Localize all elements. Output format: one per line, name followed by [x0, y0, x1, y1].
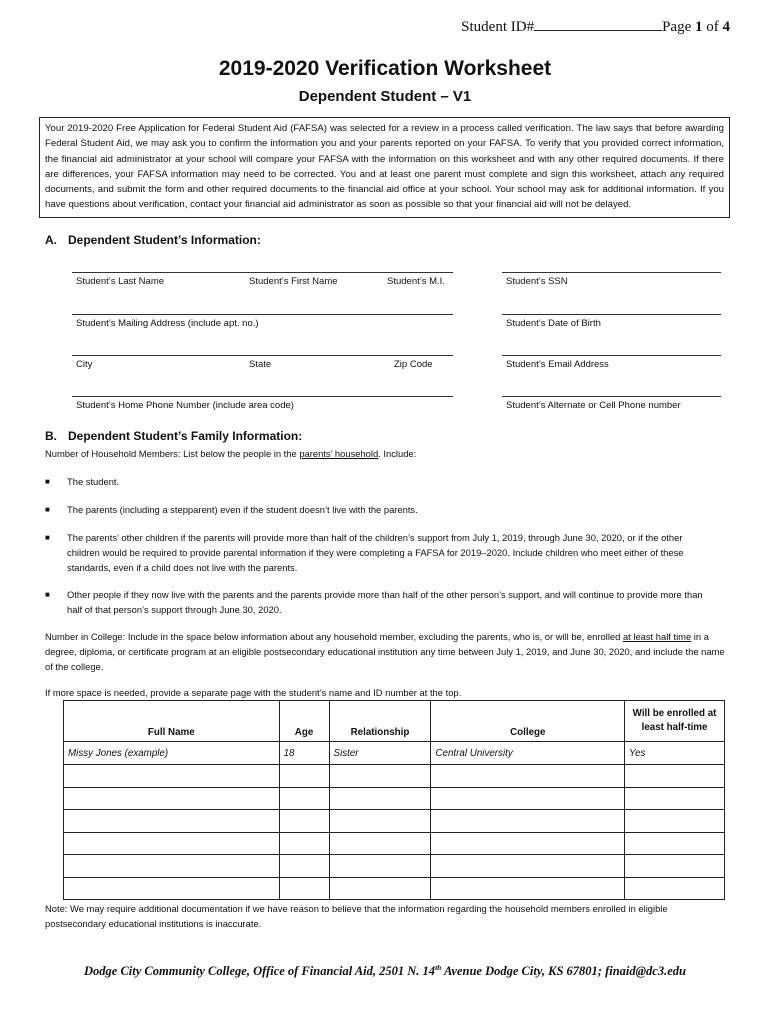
table-row [64, 832, 725, 855]
table-cell[interactable] [329, 765, 431, 788]
table-cell[interactable] [431, 877, 625, 900]
cell-college: Central University [431, 742, 625, 765]
table-row [64, 810, 725, 833]
table-cell[interactable] [431, 832, 625, 855]
page-of: of [702, 19, 723, 35]
col-college: College [431, 701, 625, 742]
intro-box: Your 2019-2020 Free Application for Federal Student Aid (FAFSA) was selected for a review in a process called verification. The law says that before awarding Federal Student Aid, we may ask you to confirm the information you and your parents reported on your FAFSA. To verify that you provided correct information, the financial aid administrator at your school will compare your FAFSA with the information on this worksheet and with any other required documents. If there are differences, your FAFSA information may need to be corrected. You and at least one parent must complete and sign this worksheet, attach any required documents, and submit the form and other required documents to the financial aid office at your school. Your school may ask for additional information. If you have questions about verification, contact your financial aid administrator as soon as possible so that your financial aid will not be delayed. [39, 117, 730, 218]
household-post: . Include: [378, 448, 417, 459]
household-members-text [45, 446, 730, 461]
table-row-example [64, 742, 725, 765]
table-cell[interactable] [625, 855, 725, 878]
page-number: 1 [695, 19, 703, 35]
mi-label: Student’s M.I. [387, 276, 445, 287]
footer-address [0, 963, 770, 979]
table-cell[interactable] [64, 832, 280, 855]
cell-age: 18 [279, 742, 329, 765]
table-cell[interactable] [431, 787, 625, 810]
bullet-square-icon: ■ [45, 590, 50, 599]
table-cell[interactable] [279, 855, 329, 878]
alt-phone-fill-line[interactable] [502, 396, 721, 397]
table-cell[interactable] [64, 810, 280, 833]
household-college-table [63, 700, 725, 900]
bullet-square-icon: ■ [45, 533, 50, 542]
city-label: City [76, 359, 93, 370]
college-pre: Number in College: Include in the space below information about any household member, excluding the parents, who is, or will be, enrolled [45, 631, 623, 642]
section-a-letter: A. [45, 233, 57, 247]
college-underlined: at least half time [622, 631, 692, 642]
bullet-text: Other people if they now live with the parents and the parents provide more than half of the other person’s support, and will continue to provide more than half of that person’s support through June 30, 2020. [67, 589, 703, 615]
table-row [64, 855, 725, 878]
college-post: in a degree, diploma, or certificate program at an eligible postsecondary educational institution any time between July 1, 2019, and June 30, 2020, and include the name of the college. [45, 631, 725, 672]
email-label: Student’s Email Address [506, 359, 609, 370]
number-in-college-text [45, 629, 730, 674]
mailing-address-label: Student’s Mailing Address (include apt. no.) [76, 318, 259, 329]
alt-phone-label: Student’s Alternate or Cell Phone number [506, 400, 681, 411]
page-subtitle: Dependent Student – V1 [298, 88, 472, 105]
ssn-fill-line[interactable] [502, 272, 721, 273]
section-a-heading [45, 233, 261, 247]
last-name-label: Student’s Last Name [76, 276, 165, 287]
table-cell[interactable] [64, 855, 280, 878]
email-fill-line[interactable] [502, 355, 721, 356]
bullet-text: The student. [67, 476, 120, 487]
cell-relationship: Sister [329, 742, 431, 765]
first-name-label: Student’s First Name [249, 276, 338, 287]
household-underlined: parents’ household [299, 448, 379, 459]
table-cell[interactable] [279, 765, 329, 788]
table-cell[interactable] [431, 765, 625, 788]
table-cell[interactable] [431, 810, 625, 833]
student-id-blank[interactable] [534, 18, 662, 31]
page-total: 4 [722, 19, 730, 35]
table-cell[interactable] [279, 877, 329, 900]
dob-label: Student’s Date of Birth [506, 318, 601, 329]
home-phone-fill-line[interactable] [72, 396, 453, 397]
table-cell[interactable] [625, 810, 725, 833]
cell-full-name: Missy Jones (example) [64, 742, 280, 765]
student-id-header [440, 18, 730, 36]
table-cell[interactable] [329, 855, 431, 878]
table-cell[interactable] [329, 877, 431, 900]
table-cell[interactable] [625, 832, 725, 855]
bullet-square-icon: ■ [45, 505, 50, 514]
table-row [64, 787, 725, 810]
table-cell[interactable] [279, 787, 329, 810]
page-prefix: Page [662, 19, 695, 35]
ssn-label: Student’s SSN [506, 276, 568, 287]
table-cell[interactable] [625, 877, 725, 900]
bullet-text: The parents’ other children if the parents will provide more than half of the children’s support from July 1, 2019, through June 30, 2020, or if the other children would be required to provide parental information if they were completing a FAFSA for 2019–2020. Include children who meet either of these standards, even if a child does not live with the parents. [67, 532, 684, 573]
footer-post: Avenue Dodge City, KS 67801; finaid@dc3.edu [441, 964, 686, 979]
home-phone-label: Student’s Home Phone Number (include area code) [76, 400, 294, 411]
more-space-text: If more space is needed, provide a separate page with the student’s name and ID number at the top. [45, 687, 462, 698]
section-b-heading [45, 429, 302, 443]
section-b-letter: B. [45, 429, 57, 443]
table-header-row [64, 701, 725, 742]
section-a-title: Dependent Student’s Information: [68, 233, 261, 247]
name-fill-line[interactable] [72, 272, 453, 273]
col-half-time: Will be enrolled at least half-time [625, 701, 725, 742]
student-id-label: Student ID# [461, 19, 535, 35]
table-cell[interactable] [329, 787, 431, 810]
note-text: Note: We may require additional documentation if we have reason to believe that the information regarding the household members enrolled in eligible postsecondary educational institutions is inaccurate. [45, 903, 668, 929]
zip-label: Zip Code [394, 359, 433, 370]
col-relationship: Relationship [329, 701, 431, 742]
table-cell[interactable] [329, 810, 431, 833]
table-cell[interactable] [64, 877, 280, 900]
state-label: State [249, 359, 272, 370]
table-cell[interactable] [64, 787, 280, 810]
city-fill-line[interactable] [72, 355, 453, 356]
dob-fill-line[interactable] [502, 314, 721, 315]
mailing-fill-line[interactable] [72, 314, 453, 315]
footer-pre: Dodge City Community College, Office of Financial Aid, 2501 N. 14 [84, 964, 436, 979]
cell-half-time: Yes [625, 742, 725, 765]
table-cell[interactable] [64, 765, 280, 788]
table-row [64, 877, 725, 900]
table-row [64, 765, 725, 788]
col-age: Age [279, 701, 329, 742]
table-cell[interactable] [279, 832, 329, 855]
page-title: 2019-2020 Verification Worksheet [218, 57, 552, 80]
bullet-square-icon: ■ [45, 477, 50, 486]
table-cell[interactable] [625, 765, 725, 788]
footer-sup: th [435, 963, 442, 972]
col-full-name: Full Name [64, 701, 280, 742]
household-pre: Number of Household Members: List below the people in the [45, 448, 300, 459]
section-b-title: Dependent Student’s Family Information: [68, 429, 303, 443]
table-cell[interactable] [279, 810, 329, 833]
table-cell[interactable] [625, 787, 725, 810]
table-cell[interactable] [431, 855, 625, 878]
bullet-text: The parents (including a stepparent) even if the student doesn’t live with the parents. [67, 504, 418, 515]
table-cell[interactable] [329, 832, 431, 855]
